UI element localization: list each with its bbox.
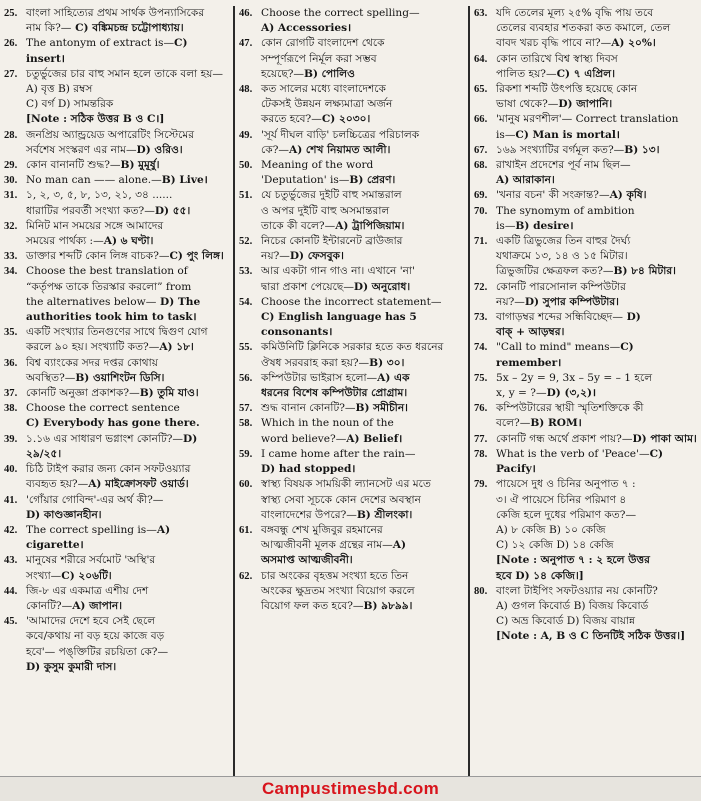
answer-text: A) Belief। xyxy=(346,432,403,445)
question-text: আর একটা গান গাও না। এখানে 'না' দ্বারা প্রকাশ পেয়েছে— xyxy=(261,265,415,293)
question-body xyxy=(261,264,465,294)
question-item xyxy=(474,447,698,477)
question-item xyxy=(239,477,465,523)
question-body xyxy=(26,249,230,264)
question-number: 37. xyxy=(4,388,18,400)
question-number: 76. xyxy=(474,403,488,415)
question-number: 68. xyxy=(474,160,488,172)
answer-text: C) Everybody has gone there. xyxy=(26,417,200,430)
question-item xyxy=(474,52,698,82)
question-number: 35. xyxy=(4,327,18,339)
question-number: 58. xyxy=(239,418,253,430)
answer-text: B) Live। xyxy=(161,174,208,187)
question-item xyxy=(474,6,698,52)
answer-text: C) পুং লিঙ্গ। xyxy=(169,250,224,263)
question-item xyxy=(239,569,465,615)
question-number: 40. xyxy=(4,464,18,476)
question-text: 5x – 2y = 9, 3x – 5y = – 1 হলে x, y = ?— xyxy=(496,371,653,400)
question-item xyxy=(4,432,230,462)
question-item xyxy=(4,401,230,431)
question-item xyxy=(239,416,465,446)
question-item xyxy=(239,158,465,188)
answer-text: C) ৭ এপ্রিল। xyxy=(556,67,615,80)
question-body xyxy=(26,432,230,462)
answer-text: D) কাণ্ডজ্ঞানহীন। xyxy=(26,508,102,521)
question-number: 48. xyxy=(239,84,253,96)
question-number: 52. xyxy=(239,236,253,248)
question-body xyxy=(496,432,698,447)
question-text: জনপ্রিয় অ্যান্ড্রয়েড অপারেটিং সিস্টেমের সর্বশেষ সংস্করণ এর নাম— xyxy=(26,128,195,156)
question-text: বঙ্গবন্ধু শেখ মুজিবুর রহমানের আত্মজীবনী মূলক গ্রন্থের নাম— xyxy=(261,523,393,552)
question-item xyxy=(239,82,465,128)
question-number: 42. xyxy=(4,524,18,536)
question-text: একটি সংখ্যার তিনগুণের সাথে দ্বিগুণ যোগ করলে ৯০ হয়। সংখ্যাটি কত?— xyxy=(26,326,208,354)
question-item xyxy=(4,158,230,173)
question-text: বিশ্ব ব্যাংকের সদর দপ্তর কোথায় অবস্থিত?— xyxy=(26,356,158,384)
answer-text: [Note : সঠিক উত্তর B ও C।] xyxy=(26,113,165,126)
answer-text: B) শ্রীলংকা। xyxy=(356,508,413,521)
question-text: কোন বানানটি শুদ্ধ?— xyxy=(26,159,121,172)
question-number: 79. xyxy=(474,479,488,491)
question-body xyxy=(261,295,465,341)
question-text: 'আমাদের দেশে হবে সেই ছেলে কবে/কথায় না বড় হয়ে কাজে বড় হবে'— পঙ্‌ক্তিটির রচয়িতা কে?— xyxy=(26,615,169,658)
question-number: 43. xyxy=(4,555,18,567)
question-number: 64. xyxy=(474,53,488,65)
answer-text: C) Pacify। xyxy=(496,447,664,476)
question-item xyxy=(474,112,698,142)
question-number: 51. xyxy=(239,190,253,202)
question-body xyxy=(261,523,465,569)
question-item xyxy=(239,36,465,82)
question-column-3 xyxy=(468,6,701,776)
question-item xyxy=(239,6,465,36)
answer-text: A) ২০%। xyxy=(611,37,656,50)
question-body xyxy=(26,462,230,492)
question-number: 31. xyxy=(4,190,18,202)
question-number: 60. xyxy=(239,479,253,491)
question-number: 69. xyxy=(474,190,488,202)
answer-text: D) ওরিও। xyxy=(136,143,183,156)
answer-text: B) প্রেরণ। xyxy=(349,174,396,187)
question-text: Choose the correct sentence xyxy=(26,402,180,415)
answer-text: D) The authorities took him to task। xyxy=(26,295,201,324)
question-number: 66. xyxy=(474,114,488,126)
question-body xyxy=(26,614,230,675)
question-number: 29. xyxy=(4,160,18,172)
question-text: I came home after the rain— xyxy=(261,447,416,460)
question-item xyxy=(239,264,465,294)
question-body xyxy=(496,52,698,82)
question-item xyxy=(474,234,698,280)
question-body xyxy=(496,310,698,340)
answer-text: D) (৩,২)। xyxy=(546,387,596,400)
question-text: 'গোঁয়ার গোবিন্দ'-এর অর্থ কী?— xyxy=(26,493,164,506)
question-number: 28. xyxy=(4,129,18,141)
question-text: জি-৮ এর একমাত্র এশীয় দেশ কোনটি?— xyxy=(26,584,149,612)
question-item xyxy=(4,6,230,36)
question-text: কম্পিউটার ভাইরাস হলো— xyxy=(261,371,378,384)
question-number: 74. xyxy=(474,342,488,354)
question-body xyxy=(261,234,465,264)
question-text: The antonym of extract is— xyxy=(26,37,175,50)
answer-text: C) ২০৬টি। xyxy=(61,569,112,582)
answer-text: D) বাক্‌ + আড়ম্বর। xyxy=(496,311,641,339)
question-item xyxy=(474,280,698,310)
question-number: 65. xyxy=(474,84,488,96)
question-item xyxy=(4,67,230,128)
answer-text: B) সমীচীন। xyxy=(355,402,408,415)
question-text: একটি ত্রিভুজের তিন বাহুর দৈর্ঘ্য যথাক্রমে ১৩, ১৪ ও ১৫ মিটার। ত্রিভুজটির ক্ষেত্রফল কত?— xyxy=(496,235,631,278)
answer-text: B) ROM। xyxy=(530,417,582,430)
question-item xyxy=(474,432,698,447)
question-text: চতুর্ভুজের চার বাহু সমান হলে তাকে বলা হয়— A) বৃত্ত B) রম্বস C) বর্গ D) সামন্তরিক xyxy=(26,67,223,111)
question-item xyxy=(474,401,698,431)
question-item xyxy=(4,356,230,386)
question-column-2 xyxy=(233,6,468,776)
question-number: 77. xyxy=(474,433,488,445)
answer-text: A) ১৮। xyxy=(159,341,194,354)
question-body xyxy=(26,493,230,523)
question-item xyxy=(4,128,230,158)
answer-text: C) English language has 5 consonants। xyxy=(261,311,417,339)
question-body xyxy=(496,82,698,112)
question-text: কোন রোগটি বাংলাদেশ থেকে সম্পূর্ণরূপে নির্মূল করা সম্ভব হয়েছে?— xyxy=(261,37,385,80)
question-item xyxy=(474,371,698,401)
question-body xyxy=(26,188,230,218)
question-item xyxy=(4,553,230,583)
question-text: কম্পিউটারের স্থায়ী স্মৃতিশক্তিকে কী বলে?— xyxy=(496,402,644,430)
question-text: শুদ্ধ বানান কোনটি?— xyxy=(261,402,356,415)
answer-text: A) মাইক্রোসফট ওয়ার্ড। xyxy=(88,478,189,491)
question-body xyxy=(26,356,230,386)
question-body xyxy=(261,447,465,477)
answer-text: D) জাপানি। xyxy=(558,98,613,111)
question-body xyxy=(496,112,698,142)
answer-text: A) আরাকান। xyxy=(496,174,555,187)
question-body xyxy=(261,416,465,446)
answer-text: B) ৯৮৯৯। xyxy=(363,599,413,612)
question-text: ডাক্তার শব্দটি কোন লিঙ্গ বাচক?— xyxy=(26,250,170,263)
answer-text: A) জাপান। xyxy=(72,599,123,612)
question-item xyxy=(4,325,230,355)
answer-text: C) Man is mortal। xyxy=(515,128,620,141)
question-number: 80. xyxy=(474,585,488,597)
answer-text: A) শেখ নিয়ামত আলী। xyxy=(288,143,391,156)
answer-text: A) এক ধরনের বিশেষ কম্পিউটার প্রোগ্রাম। xyxy=(261,371,410,400)
question-number: 26. xyxy=(4,38,18,50)
question-text: স্বাস্থ্য বিষয়ক সাময়িকী ল্যানসেট এর মতে স্বাস্থ্য সেবা সূচকে কোন দেশের অবস্থান বাংলাদেশের উপরে?— xyxy=(261,478,431,521)
question-text: মিনিট মান সময়ের সঙ্গে আমাদের সময়ের পার্থক্য :— xyxy=(26,219,164,248)
question-item xyxy=(474,158,698,188)
question-item xyxy=(4,493,230,523)
question-number: 55. xyxy=(239,342,253,354)
question-text: রিকশা শব্দটি উৎপত্তি হয়েছে কোন ভাষা থেকে?— xyxy=(496,83,638,111)
question-text: বাংলা টাইপিং সফটওয়্যার নয় কোনটি? A) গুগল কিবোর্ড B) বিজয় কিবোর্ড C) অভ্র কিবোর্ড D) বিজয় বায়ান্ন xyxy=(496,584,658,628)
question-item xyxy=(239,340,465,370)
question-body xyxy=(261,158,465,188)
question-item xyxy=(239,295,465,341)
answer-text: A) Accessories। xyxy=(261,22,352,35)
question-item xyxy=(4,523,230,553)
question-text: পায়েসে দুধ ও চিনির অনুপাত ৭ : ৩। ঐ পায়েসে চিনির পরিমাণ ৪ কেজি হলে দুধের পরিমাণ কত?— A) ৮ কেজি B) ১০ কেজি C) ১২ কেজি D) ১৪ কেজি xyxy=(496,478,637,552)
question-text: No man can —— alone.— xyxy=(26,174,162,187)
question-number: 46. xyxy=(239,8,253,19)
answer-text: C) remember। xyxy=(496,341,634,369)
question-text: চিঠি টাইপ করার জন্য কোন সফটওয়্যার ব্যবহৃত হয়?— xyxy=(26,463,191,491)
question-item xyxy=(474,310,698,340)
question-text: Choose the best translation of “কর্তৃপক্ষ তাকে তিরস্কার করলো” from the alternatives below— xyxy=(26,265,192,308)
question-number: 49. xyxy=(239,129,253,141)
question-body xyxy=(496,584,698,645)
question-text: যদি তেলের মূল্য ২৫% বৃদ্ধি পায় তবে তেলের ব্যবহার শতকরা কত কমালে, তেল বাবদ খরচ বৃদ্ধি পাবে না?— xyxy=(496,7,671,50)
question-item xyxy=(4,173,230,188)
question-text: The correct spelling is— xyxy=(26,523,157,536)
question-item xyxy=(4,386,230,401)
question-number: 30. xyxy=(4,175,18,187)
question-body xyxy=(261,340,465,370)
question-text: বাগাড়ম্বর শব্দের সন্ধিবিচ্ছেদ— xyxy=(496,311,623,324)
question-body xyxy=(496,6,698,52)
question-body xyxy=(261,569,465,615)
answer-text: D) ২৯/২৫। xyxy=(26,432,198,460)
question-item xyxy=(4,219,230,249)
answer-text: D) অনুরোধ। xyxy=(353,280,411,293)
question-item xyxy=(4,462,230,492)
question-number: 53. xyxy=(239,266,253,278)
question-number: 72. xyxy=(474,281,488,293)
question-body xyxy=(26,401,230,431)
question-item xyxy=(474,204,698,234)
question-body xyxy=(496,158,698,188)
question-number: 33. xyxy=(4,251,18,263)
question-number: 71. xyxy=(474,236,488,248)
question-text: কত সালের মধ্যে বাংলাদেশকে টেকসই উন্নয়ন লক্ষ্যমাত্রা অর্জন করতে হবে?— xyxy=(261,83,393,126)
question-number: 47. xyxy=(239,38,253,50)
answer-text: B) ৮৪ মিটার। xyxy=(613,265,676,278)
question-text: যে চতুর্ভুজের দুইটি বাহু সমান্তরাল ও অপর দুইটি বাহু অসমান্তরাল তাকে কী বলে?— xyxy=(261,189,402,232)
question-body xyxy=(261,477,465,523)
question-body xyxy=(496,234,698,280)
question-body xyxy=(261,401,465,416)
question-number: 78. xyxy=(474,448,488,460)
answer-text: A) ট্রাপিজিয়াম। xyxy=(335,219,405,232)
question-item xyxy=(4,249,230,264)
question-item xyxy=(239,447,465,477)
answer-text: D) ফেসবুক। xyxy=(289,250,344,263)
question-text: What is the verb of 'Peace'— xyxy=(496,447,650,460)
question-text: ১.১৬ এর সাধারণ ভগ্নাংশ কোনটি?— xyxy=(26,432,184,445)
question-item xyxy=(239,371,465,401)
question-body xyxy=(261,371,465,401)
question-body xyxy=(26,36,230,66)
question-number: 27. xyxy=(4,68,18,80)
answer-text: A) ৬ ঘণ্টা। xyxy=(103,235,154,248)
question-number: 62. xyxy=(239,570,253,582)
question-item xyxy=(474,188,698,203)
question-number: 56. xyxy=(239,372,253,384)
question-number: 75. xyxy=(474,372,488,384)
question-number: 38. xyxy=(4,403,18,415)
question-body xyxy=(261,188,465,234)
answer-text: C) বঙ্কিমচন্দ্র চট্টোপাধ্যায়। xyxy=(71,22,184,35)
question-item xyxy=(239,188,465,234)
answer-text: D) had stopped। xyxy=(261,463,356,476)
exam-answer-sheet xyxy=(0,6,701,776)
answer-text: D) পাকা আম। xyxy=(632,432,697,445)
question-text: কমিউনিটি ক্লিনিকে সরকার হতে কত ধরনের ঔষধ সরবরাহ করা হয়?— xyxy=(261,341,444,369)
question-body xyxy=(26,6,230,36)
question-text: চার অংকের বৃহত্তম সংখ্যা হতে তিন অংকের ক্ষুদ্রতম সংখ্যা বিয়োগ করলে বিয়োগ ফল কত হবে?— xyxy=(261,569,415,612)
answer-text: B) তুমি যাও। xyxy=(139,387,199,400)
question-number: 45. xyxy=(4,616,18,628)
answer-text: D) সুপার কম্পিউটার। xyxy=(524,295,619,308)
question-item xyxy=(474,340,698,370)
question-text: The synomym of ambition is— xyxy=(496,204,635,232)
question-body xyxy=(496,204,698,234)
question-body xyxy=(26,67,230,128)
question-body xyxy=(496,477,698,583)
question-text: কোনটি পারসোনাল কম্পিউটার নয়?— xyxy=(496,280,626,308)
question-text: Choose the correct spelling— xyxy=(261,7,420,19)
question-number: 70. xyxy=(474,205,488,217)
question-text: Choose the incorrect statement— xyxy=(261,295,442,308)
question-number: 44. xyxy=(4,585,18,597)
question-item xyxy=(4,264,230,325)
question-item xyxy=(4,614,230,675)
question-body xyxy=(496,340,698,370)
question-item xyxy=(474,143,698,158)
question-body xyxy=(261,36,465,82)
question-text: Meaning of the word 'Deputation' is— xyxy=(261,159,374,187)
answer-text: D) ৫৫। xyxy=(154,204,191,217)
question-body xyxy=(26,386,230,401)
answer-text: B) পোলিও xyxy=(304,67,355,80)
question-number: 41. xyxy=(4,494,18,506)
question-item xyxy=(4,584,230,614)
question-body xyxy=(261,82,465,128)
question-item xyxy=(239,234,465,264)
question-text: ১৬৯ সংখ্যাটির বর্গমূল কত?— xyxy=(496,143,625,156)
answer-text: B) মুমূর্ষু। xyxy=(120,159,160,172)
question-body xyxy=(26,325,230,355)
question-body xyxy=(26,523,230,553)
answer-text: [Note : অনুপাত ৭ : ২ হলে উত্তর হবে D) ১৪ কেজি।] xyxy=(496,554,650,582)
question-item xyxy=(4,36,230,66)
answer-text: A) অসমাপ্ত আত্মজীবনী। xyxy=(261,539,406,567)
answer-text: B) ওয়াশিংটন ডিসি। xyxy=(75,371,165,384)
question-body xyxy=(261,6,465,36)
question-number: 50. xyxy=(239,160,253,172)
question-text: মানুষের শরীরে সর্বমোট 'অস্থি'র সংখ্যা— xyxy=(26,554,156,582)
question-column-1 xyxy=(0,6,233,776)
question-body xyxy=(26,264,230,325)
question-number: 54. xyxy=(239,296,253,308)
question-number: 63. xyxy=(474,8,488,19)
question-text: 'খনার বচন' কী সংক্রান্ত?— xyxy=(496,189,610,202)
question-body xyxy=(496,401,698,431)
question-body xyxy=(496,371,698,401)
answer-text: B) desire। xyxy=(515,219,574,232)
answer-text: C) insert। xyxy=(26,37,188,65)
question-number: 32. xyxy=(4,220,18,232)
question-item xyxy=(474,584,698,645)
question-body xyxy=(496,280,698,310)
question-text: "Call to mind" means— xyxy=(496,341,621,354)
question-text: রাখাইন প্রদেশের পূর্ব নাম ছিল— xyxy=(496,159,631,172)
question-number: 36. xyxy=(4,357,18,369)
question-number: 61. xyxy=(239,524,253,536)
question-text: কোন তারিখে বিশ্ব স্বাস্থ্য দিবস পালিত হয়?— xyxy=(496,52,618,80)
question-body xyxy=(26,173,230,188)
question-text: বাংলা সাহিত্যের প্রথম সার্থক উপন্যাসিকের নাম কি?— xyxy=(26,7,205,35)
question-item xyxy=(239,401,465,416)
question-item xyxy=(474,82,698,112)
question-number: 67. xyxy=(474,144,488,156)
question-item xyxy=(239,523,465,569)
question-number: 59. xyxy=(239,448,253,460)
footer-bar xyxy=(0,776,701,801)
question-text: 'সূর্য দীঘল বাড়ি' চলচ্চিত্রের পরিচালক কে?— xyxy=(261,128,420,156)
question-number: 34. xyxy=(4,266,18,278)
question-text: কোনটি অনুজ্ঞা প্রকাশক?— xyxy=(26,387,140,400)
site-watermark[interactable]: Campustimesbd.com xyxy=(261,779,440,798)
question-item xyxy=(474,477,698,583)
question-number: 57. xyxy=(239,403,253,415)
question-body xyxy=(496,143,698,158)
question-item xyxy=(4,188,230,218)
question-item xyxy=(239,128,465,158)
question-text: কোনটি গন্ধ অর্থে প্রকাশ পায়?— xyxy=(496,432,633,445)
question-body xyxy=(26,219,230,249)
answer-text: D) কুসুম কুমারী দাস। xyxy=(26,660,117,673)
answer-text: [Note : A, B ও C তিনটিই সঠিক উত্তর।] xyxy=(496,630,686,643)
answer-text: B) ১৩। xyxy=(624,143,660,156)
answer-text: B) ৩০। xyxy=(369,356,405,369)
question-body xyxy=(26,128,230,158)
question-text: Which in the noun of the word believe?— xyxy=(261,417,394,445)
question-body xyxy=(261,128,465,158)
question-number: 39. xyxy=(4,433,18,445)
question-text: নিচের কোনটি ইন্টারনেট ব্রাউজার নয়?— xyxy=(261,235,403,263)
question-number: 73. xyxy=(474,312,488,324)
question-number: 25. xyxy=(4,8,18,19)
question-body xyxy=(26,553,230,583)
question-body xyxy=(26,584,230,614)
question-body xyxy=(496,447,698,477)
answer-text: A) cigarette। xyxy=(26,523,171,552)
answer-text: A) কৃষি। xyxy=(609,189,647,202)
question-text: ১, ২, ৩, ৫, ৮, ১৩, ২১, ৩৪ ...... ধারাটির পরবর্তী সংখ্যা কত?— xyxy=(26,189,173,217)
question-text: 'মানুষ মরণশীল'— Correct translation is— xyxy=(496,113,679,141)
answer-text: C) ২০৩০। xyxy=(321,113,371,126)
question-body xyxy=(496,188,698,203)
question-body xyxy=(26,158,230,173)
